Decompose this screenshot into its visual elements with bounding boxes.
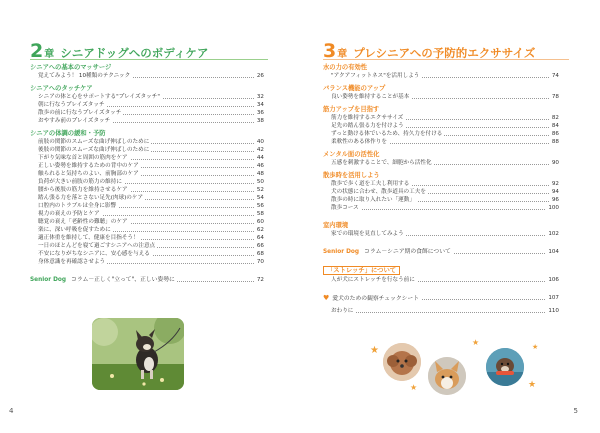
toc-entry[interactable] xyxy=(30,72,264,80)
toc-entry[interactable] xyxy=(30,178,264,186)
toc-entry[interactable] xyxy=(30,194,264,202)
toc-entry[interactable] xyxy=(323,180,559,188)
star-icon: ★ xyxy=(370,345,379,356)
toc-entry[interactable] xyxy=(30,117,264,125)
toc-entry-text: "アクアフィットネス"を活用しよう xyxy=(331,73,420,79)
chapter-suffix: 章 xyxy=(337,49,348,60)
toc-entry-text: 筋力を維持するエクササイズ xyxy=(331,115,404,121)
toc-entry[interactable] xyxy=(323,130,559,138)
toc-entry-page: 68 xyxy=(256,251,264,257)
toc-entry[interactable] xyxy=(30,162,264,170)
toc-column-entry[interactable] xyxy=(323,248,559,256)
toc-entry-text: 足先の踏ん張る力を付けよう xyxy=(331,123,404,129)
toc-section-title: 水の力の有効性 xyxy=(323,64,368,71)
toc-entry[interactable] xyxy=(30,170,264,178)
toc-entry[interactable] xyxy=(30,109,264,117)
toc-entry-text: ずっと動ける体でいるため、持久力を付ける xyxy=(331,131,443,137)
toc-entry-page: 104 xyxy=(548,249,559,255)
toc-entry-page: 56 xyxy=(256,203,264,209)
toc-section-title xyxy=(323,266,559,276)
toc-entry[interactable] xyxy=(323,307,559,315)
toc-entry-page: 88 xyxy=(551,139,559,145)
toc-entry-page: 106 xyxy=(548,277,559,283)
swimming-dog-illustration xyxy=(486,348,524,386)
toc-entry-page: 38 xyxy=(256,118,264,124)
toc-entry-text: 家での環境を見直してみよう xyxy=(331,231,404,237)
toc-entry[interactable] xyxy=(30,138,264,146)
toc-entry-text: 良い姿勢を維持することが基本 xyxy=(331,94,410,100)
toc-entry-text: 散歩コース xyxy=(331,205,359,211)
toc-entry-text: 覚えてみよう！ 10種類のテクニック xyxy=(38,73,131,79)
toc-entry[interactable] xyxy=(30,226,264,234)
toc-entry-page: 50 xyxy=(256,179,264,185)
toc-entry-text: 散歩の前に行なうプレイズタッチ xyxy=(38,110,122,116)
toc-entry-text: 柔軟性のある体作りを xyxy=(331,139,387,145)
toc-entry-page: 58 xyxy=(256,211,264,217)
toc-entry-text: 口腔内のトラブルは全身に影響 xyxy=(38,203,117,209)
toc-entry-page: 86 xyxy=(551,131,559,137)
column-label: Senior Dog xyxy=(323,249,360,255)
chapter-rule xyxy=(323,59,569,60)
toc-entry-page: 82 xyxy=(551,115,559,121)
toc-entry-page: 60 xyxy=(256,219,264,225)
toc-entry[interactable] xyxy=(323,188,559,196)
toc-entry-page: 110 xyxy=(548,308,559,314)
toc-entry-text: コラム－シニア期の食餌について xyxy=(364,249,451,255)
toc-entry-text: 下がり気味な首と周囲の筋肉をケア xyxy=(38,155,128,161)
toc-section-title: シニアへの基本のマッサージ xyxy=(30,64,112,71)
toc-entry-text: 人が犬にストレッチを行なう前に xyxy=(331,277,415,283)
toc-entry-text: おわりに xyxy=(331,308,354,314)
chapter-number: 2 xyxy=(30,40,44,62)
toc-entry-page: 107 xyxy=(548,295,559,301)
toc-section-title: メンタル面の活性化 xyxy=(323,151,380,158)
toc-entry-page: 78 xyxy=(551,94,559,100)
toc-entry[interactable] xyxy=(323,93,559,101)
toc-entry-page: 46 xyxy=(256,163,264,169)
toc-entry-text: 五感を刺激することで、細胞から活性化 xyxy=(331,160,432,166)
toc-entry-text: 犬の状態に合わせ、散歩道具の工夫を xyxy=(331,189,426,195)
toc-entry-page: 40 xyxy=(256,139,264,145)
toc-entry-page: 32 xyxy=(256,94,264,100)
toc-entry-page: 84 xyxy=(551,123,559,129)
toc-section-title: 散歩時を活用しよう xyxy=(323,172,380,179)
toc-entry-page: 42 xyxy=(256,147,264,153)
toc-entry[interactable] xyxy=(323,294,559,302)
toc-entry[interactable] xyxy=(30,154,264,162)
chapter-rule xyxy=(30,59,268,60)
toc-entry[interactable] xyxy=(30,186,264,194)
toc-entry-page: 74 xyxy=(551,73,559,79)
toc-entry-page: 36 xyxy=(256,110,264,116)
toc-entry-page: 70 xyxy=(256,259,264,265)
toc-entry-page: 66 xyxy=(256,243,264,249)
chapter-title: プレシニアへの予防的エクササイズ xyxy=(353,46,536,60)
toc-entry-page: 54 xyxy=(256,195,264,201)
chapter-suffix: 章 xyxy=(44,49,55,60)
toc-entry[interactable] xyxy=(323,138,559,146)
poodle-illustration xyxy=(383,343,421,381)
toc-entry[interactable] xyxy=(30,234,264,242)
toc-entry[interactable] xyxy=(323,230,559,238)
toc-entry-text: 適正体重を維持して、健康を目指そう！ xyxy=(38,235,139,241)
toc-entry-text: 散歩で歩く道を工夫し利用する xyxy=(331,181,410,187)
toc-entry[interactable] xyxy=(30,202,264,210)
toc-entry[interactable] xyxy=(323,72,559,80)
toc-column-entry[interactable] xyxy=(30,276,264,284)
page-number: 5 xyxy=(573,407,578,415)
toc-entry-text: 負荷が大きい前肢の筋力の維持に xyxy=(38,179,122,185)
toc-entry[interactable] xyxy=(30,242,264,250)
toc-entry[interactable] xyxy=(30,258,264,266)
dog-circle-photo-1 xyxy=(383,343,421,381)
chapter-title: シニアドッグへのボディケア xyxy=(60,46,209,60)
toc-entry-page: 34 xyxy=(256,102,264,108)
toc-entry-text: 正しい姿勢を維持するための背中のケア xyxy=(38,163,139,169)
toc-entry-text: 触られると気持ちのよい、前胸部のケア xyxy=(38,171,139,177)
toc-entry-page: 102 xyxy=(548,231,559,237)
toc-entry[interactable] xyxy=(30,218,264,226)
toc-entry-text: 後肢の関節のスムーズな曲げ伸ばしのために xyxy=(38,147,150,153)
toc-entry-text: コラム－正しく"立って"、正しい姿勢に xyxy=(71,277,175,283)
toc-entry[interactable] xyxy=(30,210,264,218)
toc-entry-text: 楽に、深い呼吸を促すために xyxy=(38,227,111,233)
toc-entry-text: 朝に行なうプレイズタッチ xyxy=(38,102,105,108)
toc-section-title: 室内環境 xyxy=(323,222,349,229)
toc-entry-text: 身体意識を再確認させよう xyxy=(38,259,106,265)
toc-entry[interactable] xyxy=(323,196,559,204)
toc-entry-text: 愛犬のための観察チェックシート xyxy=(332,296,420,302)
toc-entry-page: 44 xyxy=(256,155,264,161)
toc-entry[interactable] xyxy=(323,276,559,284)
dog-circle-photo-2 xyxy=(428,357,466,395)
toc-entry-page: 52 xyxy=(256,187,264,193)
toc-entry[interactable] xyxy=(323,122,559,130)
toc-entry[interactable] xyxy=(30,93,264,101)
star-icon: ★ xyxy=(528,380,537,390)
star-icon: ★ xyxy=(472,338,480,347)
toc-list xyxy=(323,64,559,315)
toc-entry-page: 62 xyxy=(256,227,264,233)
corgi-illustration xyxy=(428,357,466,395)
right-page xyxy=(300,0,600,433)
star-icon: ★ xyxy=(410,383,418,392)
toc-entry-page: 72 xyxy=(256,277,264,283)
toc-entry[interactable] xyxy=(323,159,559,167)
heart-icon: ♥ xyxy=(323,294,330,302)
page-number: 4 xyxy=(9,407,14,415)
toc-entry-page: 26 xyxy=(256,73,264,79)
toc-entry-page: 96 xyxy=(551,197,559,203)
toc-entry-text: 踏ん張る力を落とさない足先(肉球)のケア xyxy=(38,195,144,201)
toc-entry[interactable] xyxy=(323,204,559,212)
toc-entry[interactable] xyxy=(323,114,559,122)
dog-photo-illustration xyxy=(92,318,184,390)
toc-entry-text: 腰から後肢の筋力を維持させるケア xyxy=(38,187,128,193)
star-icon: ★ xyxy=(532,343,539,351)
chapter-number: 3 xyxy=(323,40,337,62)
toc-entry-text: シニアの体と心をサポートする"プレイズタッチ" xyxy=(38,94,160,100)
dog-photo xyxy=(92,318,184,390)
toc-entry[interactable] xyxy=(30,146,264,154)
toc-entry[interactable] xyxy=(30,250,264,258)
toc-entry-text: 前肢の関節のスムーズな曲げ伸ばしのために xyxy=(38,139,150,145)
toc-entry[interactable] xyxy=(30,101,264,109)
dog-circle-photo-3 xyxy=(486,348,524,386)
toc-section-title: シニアの体調の緩和・予防 xyxy=(30,130,106,137)
toc-section-title: 筋力アップを目指す xyxy=(323,106,380,113)
toc-section-title: バランス機能のアップ xyxy=(323,85,386,92)
stretch-box-title: 「ストレッチ」について xyxy=(323,266,400,275)
toc-entry-page: 94 xyxy=(551,189,559,195)
toc-entry-page: 90 xyxy=(551,160,559,166)
toc-entry-page: 48 xyxy=(256,171,264,177)
toc-section-title: シニアへのタッチケア xyxy=(30,85,93,92)
toc-entry-text: 不安になりがちなシニアに、安心感を与える xyxy=(38,251,150,257)
toc-entry-text: おやすみ前のプレイズタッチ xyxy=(38,118,111,124)
column-label: Senior Dog xyxy=(30,277,67,283)
toc-entry-text: 一日のほとんどを寝て過ごすシニアへの注意点 xyxy=(38,243,156,249)
toc-entry-page: 92 xyxy=(551,181,559,187)
toc-entry-text: 聴覚の衰え「老齢性の難聴」のケア xyxy=(38,219,128,225)
toc-entry-page: 100 xyxy=(548,205,559,211)
toc-entry-page: 64 xyxy=(256,235,264,241)
toc-entry-text: 散歩の時に取り入れたい「運動」 xyxy=(331,197,415,203)
toc-entry-text: 視力の衰えの予防とケア xyxy=(38,211,100,217)
toc-list xyxy=(30,64,264,284)
